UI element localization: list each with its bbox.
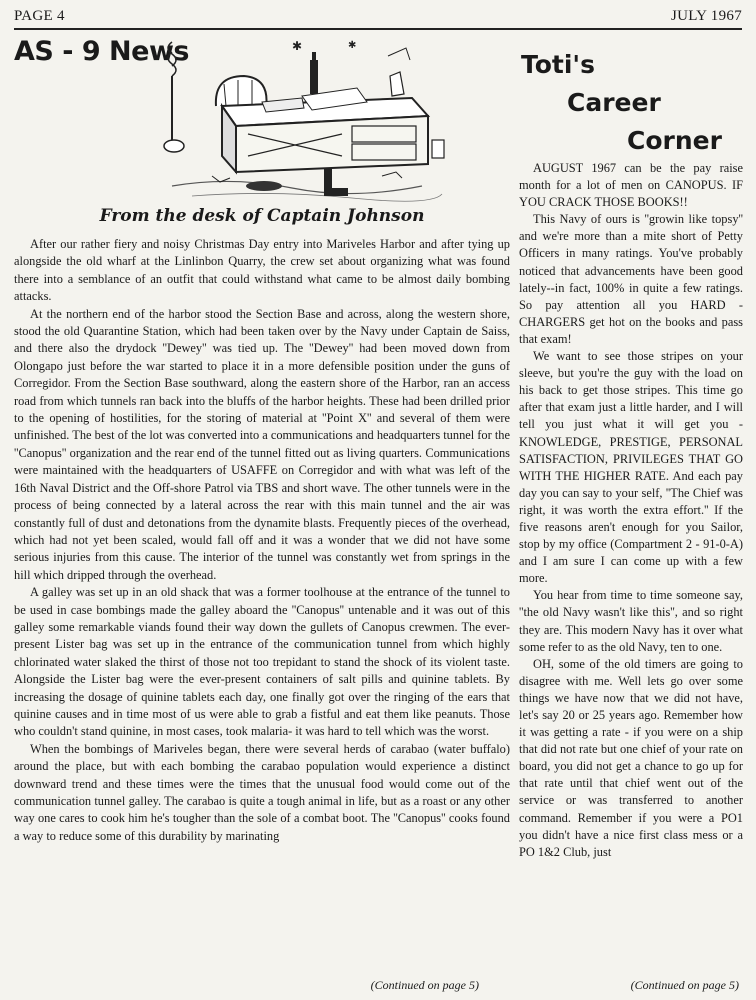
cartoon-desk-illustration (152, 36, 452, 204)
cartoon-caption: From the desk of Captain Johnson (99, 206, 425, 226)
title-line-1: Toti's (521, 50, 595, 79)
page-header (14, 8, 742, 30)
svg-text:✱: ✱ (348, 40, 357, 51)
issue-date: JULY 1967 (670, 8, 742, 24)
right-paragraph-4: You hear from time to time someone say, ''the old Navy wasn't like this'', and so right they are. This modern Navy has it over what some refer to as the old Navy, ten to one. (519, 588, 743, 654)
masthead-title: AS - 9 News (14, 36, 189, 67)
left-paragraph-1: After our rather fiery and noisy Christmas Day entry into Mariveles Harbor and after tying up alongside the old wharf at the Linlinbon Quarry, the crew set about organizing what was found there into a semblance of an outfit that could withstand what came to be almost daily bombing attacks. (14, 237, 510, 304)
svg-text:✱: ✱ (292, 39, 303, 53)
left-paragraph-4: When the bombings of Mariveles began, there were several herds of carabao (water buffalo) around the place, but with each bombing the carabao population would experience a distinct downward trend and these times were the times that the unusual food would come out of the communication tunnel galley. The carabao is quite a tough animal in life, but as a roast or any other way one cares to cook him he's tougher than the sole of a combat boot. The ''Canopus'' cooks found a way to reduce some of this durability by marinating (14, 741, 510, 843)
right-continued-note: (Continued on page 5) (630, 978, 739, 992)
right-paragraph-2: This Navy of ours is ''growin like topsy'' and we're more than a mite short of Petty Officers in many ratings. You've probably noticed that advancements have been good lately--in fact, 100% in quite a few ratings. So pay attention all you HARD - CHARGERS get hot on the books and pass that exam! (519, 212, 743, 346)
left-article (14, 236, 510, 845)
right-paragraph-5: OH, some of the old timers are going to disagree with me. Well lets go over some things we have now that we did not have, let's say 20 or 25 years ago. Remember how it was getting a rate - if you were on a ship that did not rate but one chief of your rate on board, you did not get a chance to go up for that rate until that chief went out of the service or was transferred to another command. Remember if you were a PO1 you didn't have a nice first class mess or a PO 1&2 Club, just (519, 656, 743, 859)
right-paragraph-1: AUGUST 1967 can be the pay raise month for a lot of men on CANOPUS. IF YOU CRACK THOSE BOOKS!! (519, 161, 743, 210)
right-paragraph-3: We want to see those stripes on your sleeve, but you're the guy with the load on his back to get those stripes. This time go after that exam just a little harder, and I will tell you just what it will get you - KNOWLEDGE, PRESTIGE, PERSONAL SATISFACTION, PRIVILEGES THAT GO WITH THE HIGHER RATE. And each pay day you can say to your self, ''The Chief was right, it was worth the extra effort.'' If the five reasons aren't enough for you Sailor, stop by my office (Compartment 2 - 91-0-A) and I am sure I can come up with a few more. (519, 349, 743, 586)
career-corner-title (519, 36, 743, 154)
left-paragraph-3: A galley was set up in an old shack that was a former toolhouse at the entrance of the tunnel to be used in case bombings made the galley aboard the ''Canopus'' untenable and it was out of this galley some remarkable viands found their way down the gullets of Canopus crewmen. The ever-present Lister bag was set up in the entrance of the communication tunnel from which highly chlorinated water slaked the thirst of those not too trepidant to stand the shock of its violent taste. Alongside the Lister bag were the ever-present containers of salt pills and quinine tablets. By increasing the dosage of quinine tablets each day, one finally got over the ringing of the ears that quinine causes and in time most of us were able to grab a fistful and eat them like peanuts. Those who couldn't stand quinine, in most cases, took malaria- it was hard to tell which was the worst. (14, 585, 510, 739)
title-line-2: Career (567, 88, 661, 117)
page-number: PAGE 4 (14, 8, 65, 24)
left-continued-note: (Continued on page 5) (370, 978, 479, 992)
right-article (519, 160, 743, 861)
title-line-3: Corner (627, 126, 722, 155)
left-paragraph-2: At the northern end of the harbor stood the Section Base and across, along the western shore, stood the old Quarantine Station, which had been taken over by the Navy under Captain de Saiss, and there also the drydock ''Dewey'' was tied up. The ''Dewey'' had been moved down from Olongapo just before the war started to place it in a more defensible position under the guns of Corregidor. From the Section Base southward, along the eastern shore of the Harbor, ran an access road from which tunnels ran back into the bluffs of the harbor heights. These had been drilled prior to the opening of hostilities, for the storing of material at ''Point X'' and several of them were unfinished. The best of the lot was converted into a communications and headquarters tunnel for the ''Canopus'' organization and the rear end of the tunnel fitted out as living quarters. Communications were maintained with the headquarters of USAFFE on Corregidor and with what was left of the 16th Naval District and the Off-shore Patrol via TBS and short wave. The other tunnels were in the process of being connected by a lateral across the rear with this main tunnel and the air was constantly full of dust and detonations from the dynamite blasts. Frequently pieces of the overhead, which had not yet been scaled, would fall off and it was a wonder that we did not have some serious injuries from this cause. The interior of the tunnel was constantly wet from springs in the hill which dripped through the overhead. (14, 306, 510, 582)
